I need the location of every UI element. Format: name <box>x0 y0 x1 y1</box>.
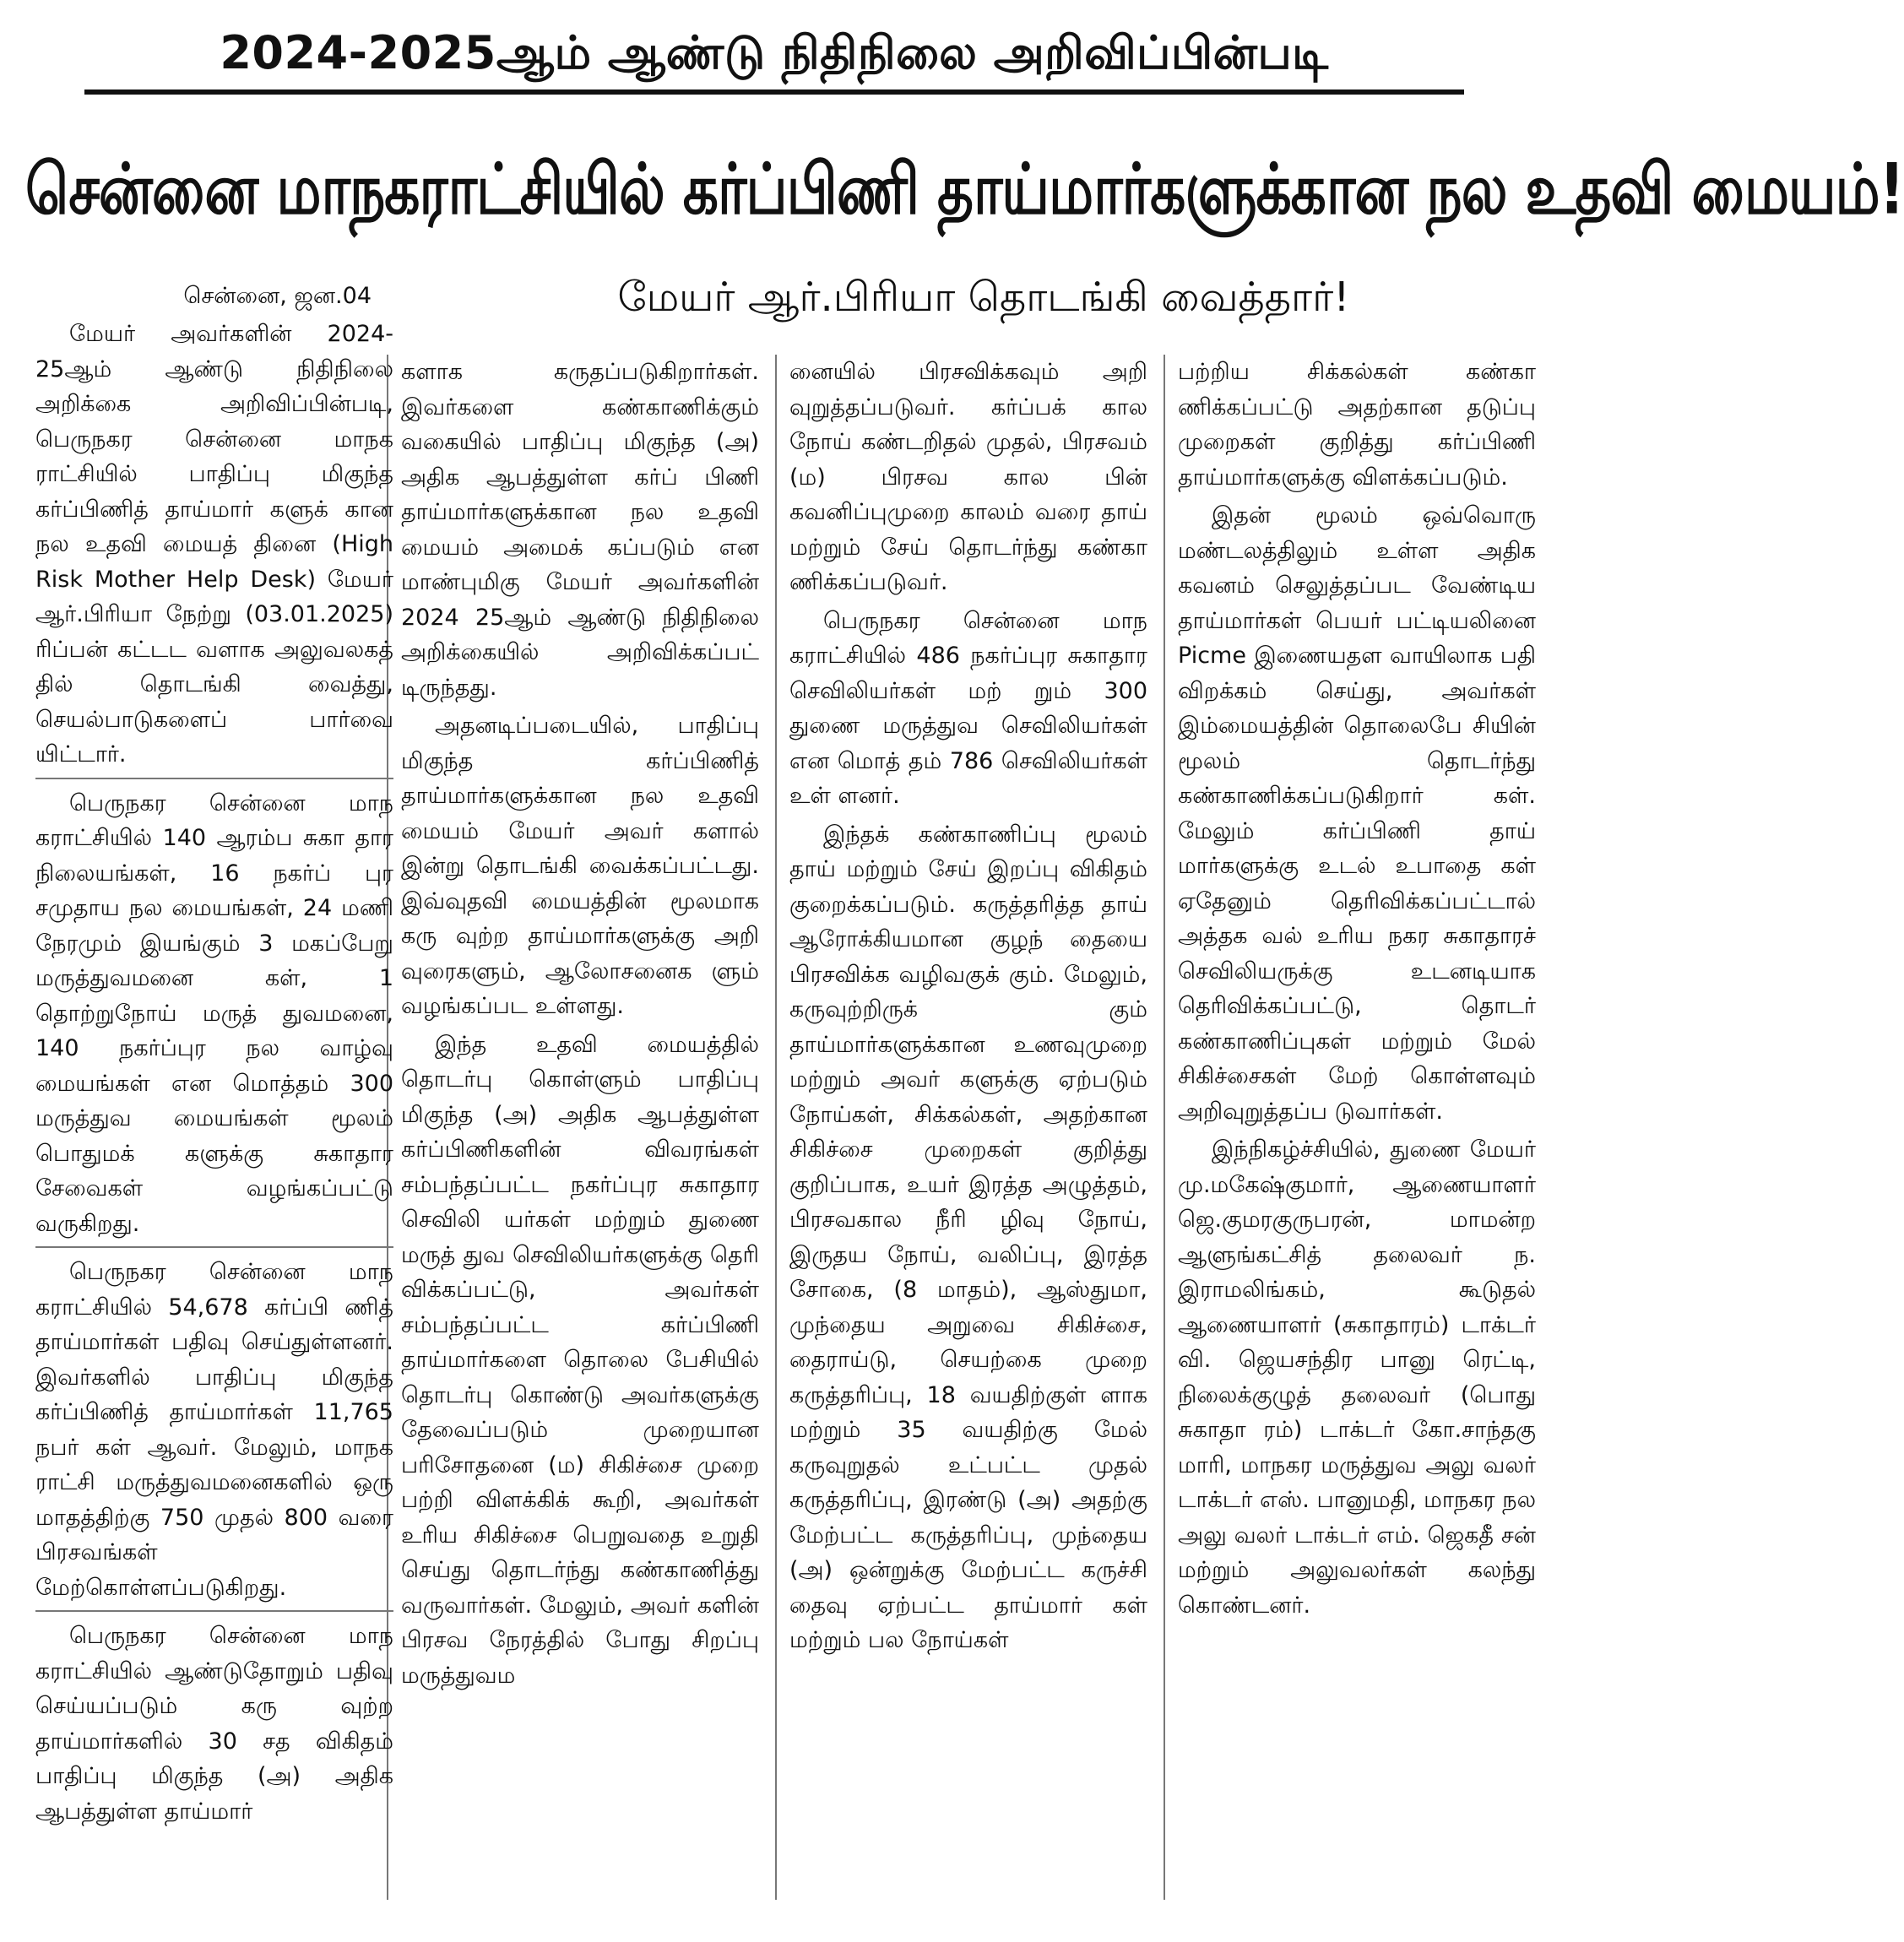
paragraph: இந்தக் கண்காணிப்பு மூலம் தாய் மற்றும் சேய் இறப்பு விகிதம் குறைக்கப்படும். கருத்தரித்த தாய் ஆரோக்கியமான குழந் தையை பிரசவிக்க வழிவகுக் கும். மேலும், கருவுற்றிருக் கும் தாய்மார்களுக்கான உணவுமுறை மற்றும் அவர் களுக்கு ஏற்படும் நோய்கள், சிக்கல்கள், அதற்கான சிகிச்சை முறைகள் குறித்து குறிப்பாக, உயர் இரத்த அழுத்தம், பிரசவகால நீரி ழிவு நோய், இருதய நோய், வலிப்பு, இரத்த சோகை, (8 மாதம்), ஆஸ்துமா, முந்தைய அறுவை சிகிச்சை, தைராய்டு, செயற்கை முறை கருத்தரிப்பு, 18 வயதிற்குள் ளாக மற்றும் 35 வயதிற்கு மேல் கருவுறுதல் உட்பட்ட முதல் கருத்தரிப்பு, இரண்டு (அ) அதற்கு மேற்பட்ட கருத்தரிப்பு, முந்தைய (அ) ஒன்றுக்கு மேற்பட்ட கருச்சி தைவு ஏற்பட்ட தாய்மார் கள் மற்றும் பல நோய்கள் <box>789 821 1147 1653</box>
dateline: சென்னை, ஜன.04 <box>183 283 372 309</box>
main-headline: சென்னை மாநகராட்சியில் கர்ப்பிணி தாய்மார்களுக்கான நல உதவி மையம்! <box>25 149 1904 231</box>
paragraph: பற்றிய சிக்கல்கள் கண்கா ணிக்கப்பட்டு அதற்கான தடுப்பு முறைகள் குறித்து கர்ப்பிணி தாய்மார்களுக்கு விளக்கப்படும். <box>1178 359 1536 491</box>
article-column-2 <box>401 355 759 1942</box>
article-column-1 <box>35 317 393 1904</box>
sub-headline: மேயர் ஆர்.பிரியா தொடங்கி வைத்தார்! <box>617 274 1350 321</box>
paragraph: இந்த உதவி மையத்தில் தொடர்பு கொள்ளும் பாதிப்பு மிகுந்த (அ) அதிக ஆபத்துள்ள கர்ப்பிணிகளின் விவரங்கள் சம்பந்தப்பட்ட நகர்ப்புர சுகாதார செவிலி யர்கள் மற்றும் துணை மருத் துவ செவிலியர்களுக்கு தெரி விக்கப்பட்டு, அவர்கள் சம்பந்தப்பட்ட கர்ப்பிணி தாய்மார்களை தொலை பேசியில் தொடர்பு கொண்டு அவர்களுக்கு தேவைப்படும் முறையான பரிசோதனை (ம) சிகிச்சை முறை பற்றி விளக்கிக் கூறி, அவர்கள் உரிய சிகிச்சை பெறுவதை உறுதி செய்து தொடர்ந்து கண்காணித்து வருவார்கள். மேலும், அவர் களின் பிரசவ நேரத்தில் போது சிறப்பு மருத்துவம <box>401 1031 759 1689</box>
paragraph: மேயர் அவர்களின் 2024-25ஆம் ஆண்டு நிதிநிலை அறிக்கை அறிவிப்பின்படி, பெருநகர சென்னை மாநக ராட்சியில் பாதிப்பு மிகுந்த கர்ப்பிணித் தாய்மார் களுக் கான நல உதவி மையத் தினை (High Risk Mother Help Desk) மேயர் ஆர்.பிரியா நேற்று (03.01.2025) ரிப்பன் கட்டட வளாக அலுவலகத் தில் தொடங்கி வைத்து, செயல்பாடுகளைப் பார்வை யிட்டார். <box>35 317 393 779</box>
article-column-3 <box>789 355 1147 1942</box>
paragraph: அதனடிப்படையில், பாதிப்பு மிகுந்த கர்ப்பிணித் தாய்மார்களுக்கான நல உதவி மையம் மேயர் அவர் களால் இன்று தொடங்கி வைக்கப்பட்டது. இவ்வுதவி மையத்தின் மூலமாக கரு வுற்ற தாய்மார்களுக்கு அறி வுரைகளும், ஆலோசனைக ளும் வழங்கப்பட உள்ளது. <box>401 713 759 1019</box>
paragraph: பெருநகர சென்னை மாந கராட்சியில் ஆண்டுதோறும் பதிவு செய்யப்படும் கரு வுற்ற தாய்மார்களில் 30 சத விகிதம் பாதிப்பு மிகுந்த (அ) அதிக ஆபத்துள்ள தாய்மார் <box>35 1623 393 1825</box>
paragraph: னையில் பிரசவிக்கவும் அறி வுறுத்தப்படுவர். கர்ப்பக் கால நோய் கண்டறிதல் முதல், பிரசவம் (ம) பிரசவ கால பின் கவனிப்புமுறை காலம் வரை தாய் மற்றும் சேய் தொடர்ந்து கண்கா ணிக்கப்படுவர். <box>789 359 1147 595</box>
kicker-heading: 2024-2025ஆம் ஆண்டு நிதிநிலை அறிவிப்பின்படி <box>84 17 1464 95</box>
paragraph: பெருநகர சென்னை மாந கராட்சியில் 486 நகர்ப்புர சுகாதார செவிலியர்கள் மற் றும் 300 துணை மருத்துவ செவிலியர்கள் என மொத் தம் 786 செவிலியர்கள் உள் ளனர். <box>789 607 1147 809</box>
paragraph: களாக கருதப்படுகிறார்கள். இவர்களை கண்காணிக்கும் வகையில் பாதிப்பு மிகுந்த (அ) அதிக ஆபத்துள்ள கர்ப் பிணி தாய்மார்களுக்கான நல உதவி மையம் அமைக் கப்படும் என மாண்புமிகு மேயர் அவர்களின் 2024 25ஆம் ஆண்டு நிதிநிலை அறிக்கையில் அறிவிக்கப்பட் டிருந்தது. <box>401 359 759 701</box>
column-divider <box>775 355 777 1900</box>
paragraph: இதன் மூலம் ஒவ்வொரு மண்டலத்திலும் உள்ள அதிக கவனம் செலுத்தப்பட வேண்டிய தாய்மார்கள் பெயர் பட்டியலினை Picme இணையதள வாயிலாக பதி விறக்கம் செய்து, அவர்கள் இம்மையத்தின் தொலைபே சியின் மூலம் தொடர்ந்து கண்காணிக்கப்படுகிறார் கள். மேலும் கர்ப்பிணி தாய் மார்களுக்கு உடல் உபாதை கள் ஏதேனும் தெரிவிக்கப்பட்டால் அத்தக வல் உரிய நகர சுகாதாரச் செவிலியருக்கு உடனடியாக தெரிவிக்கப்பட்டு, தொடர் கண்காணிப்புகள் மற்றும் மேல் சிகிச்சைகள் மேற் கொள்ளவும் அறிவுறுத்தப்ப டுவார்கள். <box>1178 502 1536 1125</box>
column-divider <box>1164 355 1165 1900</box>
article-column-4 <box>1178 355 1536 1942</box>
paragraph: பெருநகர சென்னை மாந கராட்சியில் 140 ஆரம்ப சுகா தார நிலையங்கள், 16 நகர்ப் புர சமுதாய நல மையங்கள், 24 மணி நேரமும் இயங்கும் 3 மகப்பேறு மருத்துவமனை கள், 1 தொற்றுநோய் மருத் துவமனை, 140 நகர்ப்புர நல வாழ்வு மையங்கள் என மொத்தம் 300 மருத்துவ மையங்கள் மூலம் பொதுமக் களுக்கு சுகாதார சேவைகள் வழங்கப்பட்டு வருகிறது. <box>35 786 393 1249</box>
paragraph: இந்நிகழ்ச்சியில், துணை மேயர் மு.மகேஷ்குமார், ஆணையாளர் ஜெ.குமரகுருபரன், மாமன்ற ஆளுங்கட்சித் தலைவர் ந. இராமலிங்கம், கூடுதல் ஆணையாளர் (சுகாதாரம்) டாக்டர் வி. ஜெயசந்திர பானு ரெட்டி, நிலைக்குழுத் தலைவர் (பொது சுகாதா ரம்) டாக்டர் கோ.சாந்தகு மாரி, மாநகர மருத்துவ அலு வலர் டாக்டர் எஸ். பானுமதி, மாநகர நல அலு வலர் டாக்டர் எம். ஜெகதீ சன் மற்றும் அலுவலர்கள் கலந்து கொண்டனர். <box>1178 1136 1536 1619</box>
paragraph: பெருநகர சென்னை மாந கராட்சியில் 54,678 கர்ப்பி ணித் தாய்மார்கள் பதிவு செய்துள்ளனர். இவர்களில் பாதிப்பு மிகுந்த கர்ப்பிணித் தாய்மார்கள் 11,765 நபர் கள் ஆவர். மேலும், மாநக ராட்சி மருத்துவமனைகளில் ஒரு மாதத்திற்கு 750 முதல் 800 வரை பிரசவங்கள் மேற்கொள்ளப்படுகிறது. <box>35 1255 393 1612</box>
